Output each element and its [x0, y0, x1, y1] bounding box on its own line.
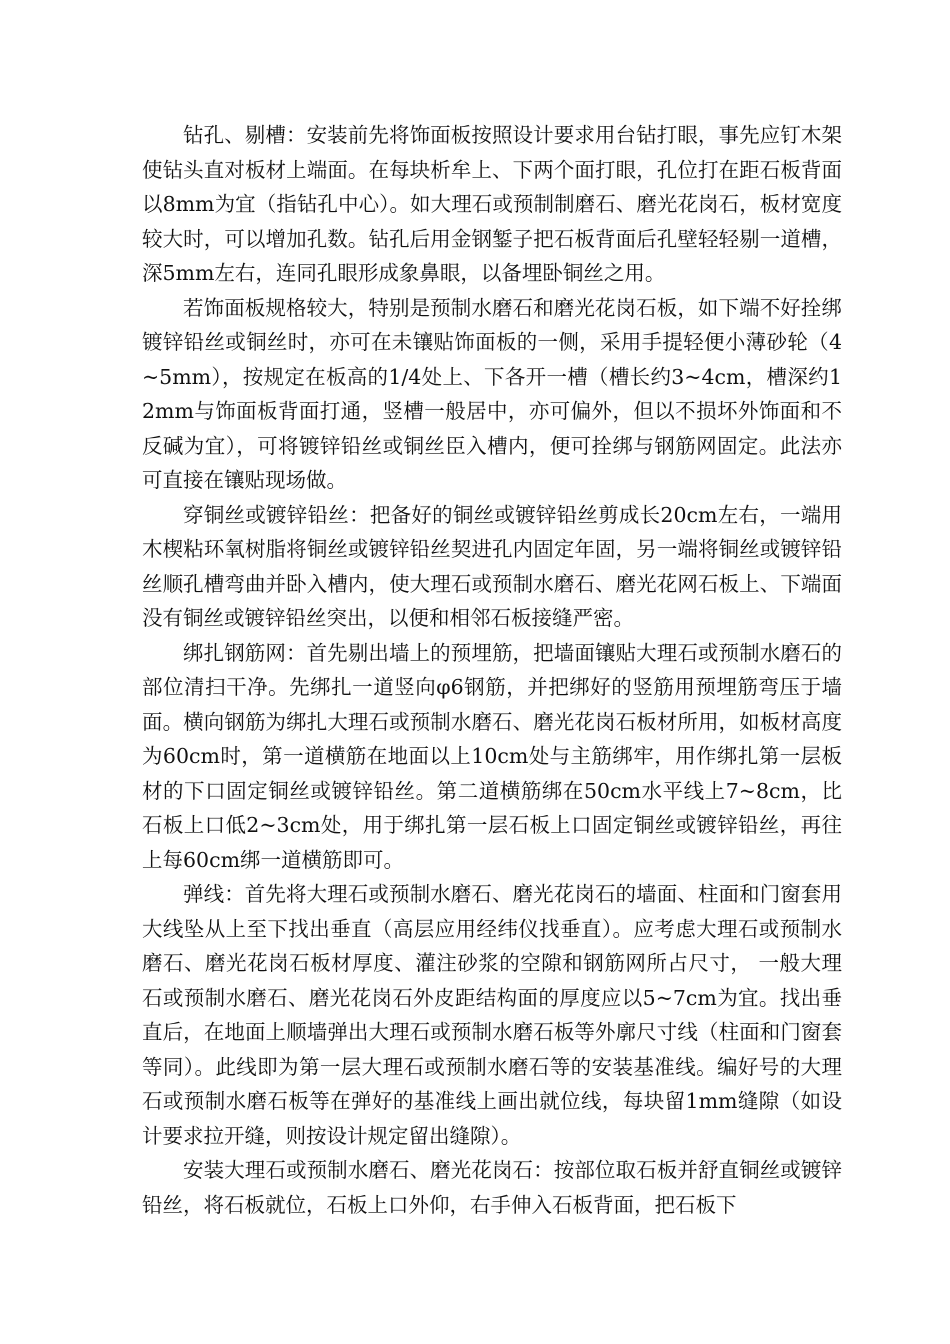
paragraph-large-panel-grooving: 若饰面板规格较大，特别是预制水磨石和磨光花岗石板，如下端不好拴绑镀锌铅丝或铜丝时，亦可在未镶贴饰面板的一侧，采用手提轻便小薄砂轮（4~5mm），按规定在板高的1/4处上、下各开一槽（槽长约3~4cm，槽深约12mm与饰面板背面打通，竖槽一般居中，亦可偏外，但以不损坏外饰面和不反碱为宜），可将镀锌铅丝或铜丝臣入槽内，便可拴绑与钢筋网固定。此法亦可直接在镶贴现场做。 [142, 295, 842, 492]
paragraph-marking-lines: 弹线：首先将大理石或预制水磨石、磨光花岗石的墙面、柱面和门窗套用大线坠从上至下找出垂直（高层应用经纬仪找垂直）。应考虑大理石或预制水磨石、磨光花岗石板材厚度、灌注砂浆的空隙和钢筋网所占尺寸， 一般大理石或预制水磨石、磨光花岗石外皮距结构面的厚度应以5~7cm为宜。找出垂直后，在地面上顺墙弹出大理石或预制水磨石板等外廓尺寸线（柱面和门窗套等同）。此线即为第一层大理石或预制水磨石等的安装基准线。编好号的大理石或预制水磨石板等在弹好的基准线上画出就位线，每块留1mm缝隙（如设计要求拉开缝，则按设计规定留出缝隙）。 [142, 882, 842, 1148]
paragraph-drilling-grooving: 钻孔、剔槽：安装前先将饰面板按照设计要求用台钻打眼，事先应钉木架使钻头直对板材上端面。在每块析牟上、下两个面打眼，孔位打在距石板背面以8mm为宜（指钻孔中心）。如大理石或预制制磨石、磨光花岗石，板材宽度较大时，可以增加孔数。钻孔后用金钢錾子把石板背面后孔壁轻轻剔一道槽，深5mm左右，连同孔眼形成象鼻眼，以备埋卧铜丝之用。 [142, 123, 842, 285]
paragraph-threading-wire: 穿铜丝或镀锌铅丝：把备好的铜丝或镀锌铅丝剪成长20cm左右，一端用木楔粘环氧树脂将铜丝或镀锌铅丝契进孔内固定年固，另一端将铜丝或镀锌铅丝顺孔槽弯曲并卧入槽内，使大理石或预制水磨石、磨光花网石板上、下端面没有铜丝或镀锌铅丝突出，以便和相邻石板接缝严密。 [142, 502, 842, 630]
paragraph-installing-stone: 安装大理石或预制水磨石、磨光花岗石：按部位取石板并舒直铜丝或镀锌铅丝，将石板就位，石板上口外仰，右手伸入石板背面，把石板下 [142, 1158, 842, 1217]
paragraph-rebar-mesh: 绑扎钢筋网：首先剔出墙上的预埋筋，把墙面镶贴大理石或预制水磨石的部位清扫干净。先绑扎一道竖向φ6钢筋，并把绑好的竖筋用预埋筋弯压于墙面。横向钢筋为绑扎大理石或预制水磨石、磨光花岗石板材所用，如板材高度为60cm时，第一道横筋在地面以上10cm处与主筋绑牢，用作绑扎第一层板材的下口固定铜丝或镀锌铅丝。第二道横筋绑在50cm水平线上7~8cm，比石板上口低2~3cm处，用于绑扎第一层石板上口固定铜丝或镀锌铅丝，再往上每60cm绑一道横筋即可。 [142, 640, 842, 872]
document-body [142, 118, 842, 1222]
